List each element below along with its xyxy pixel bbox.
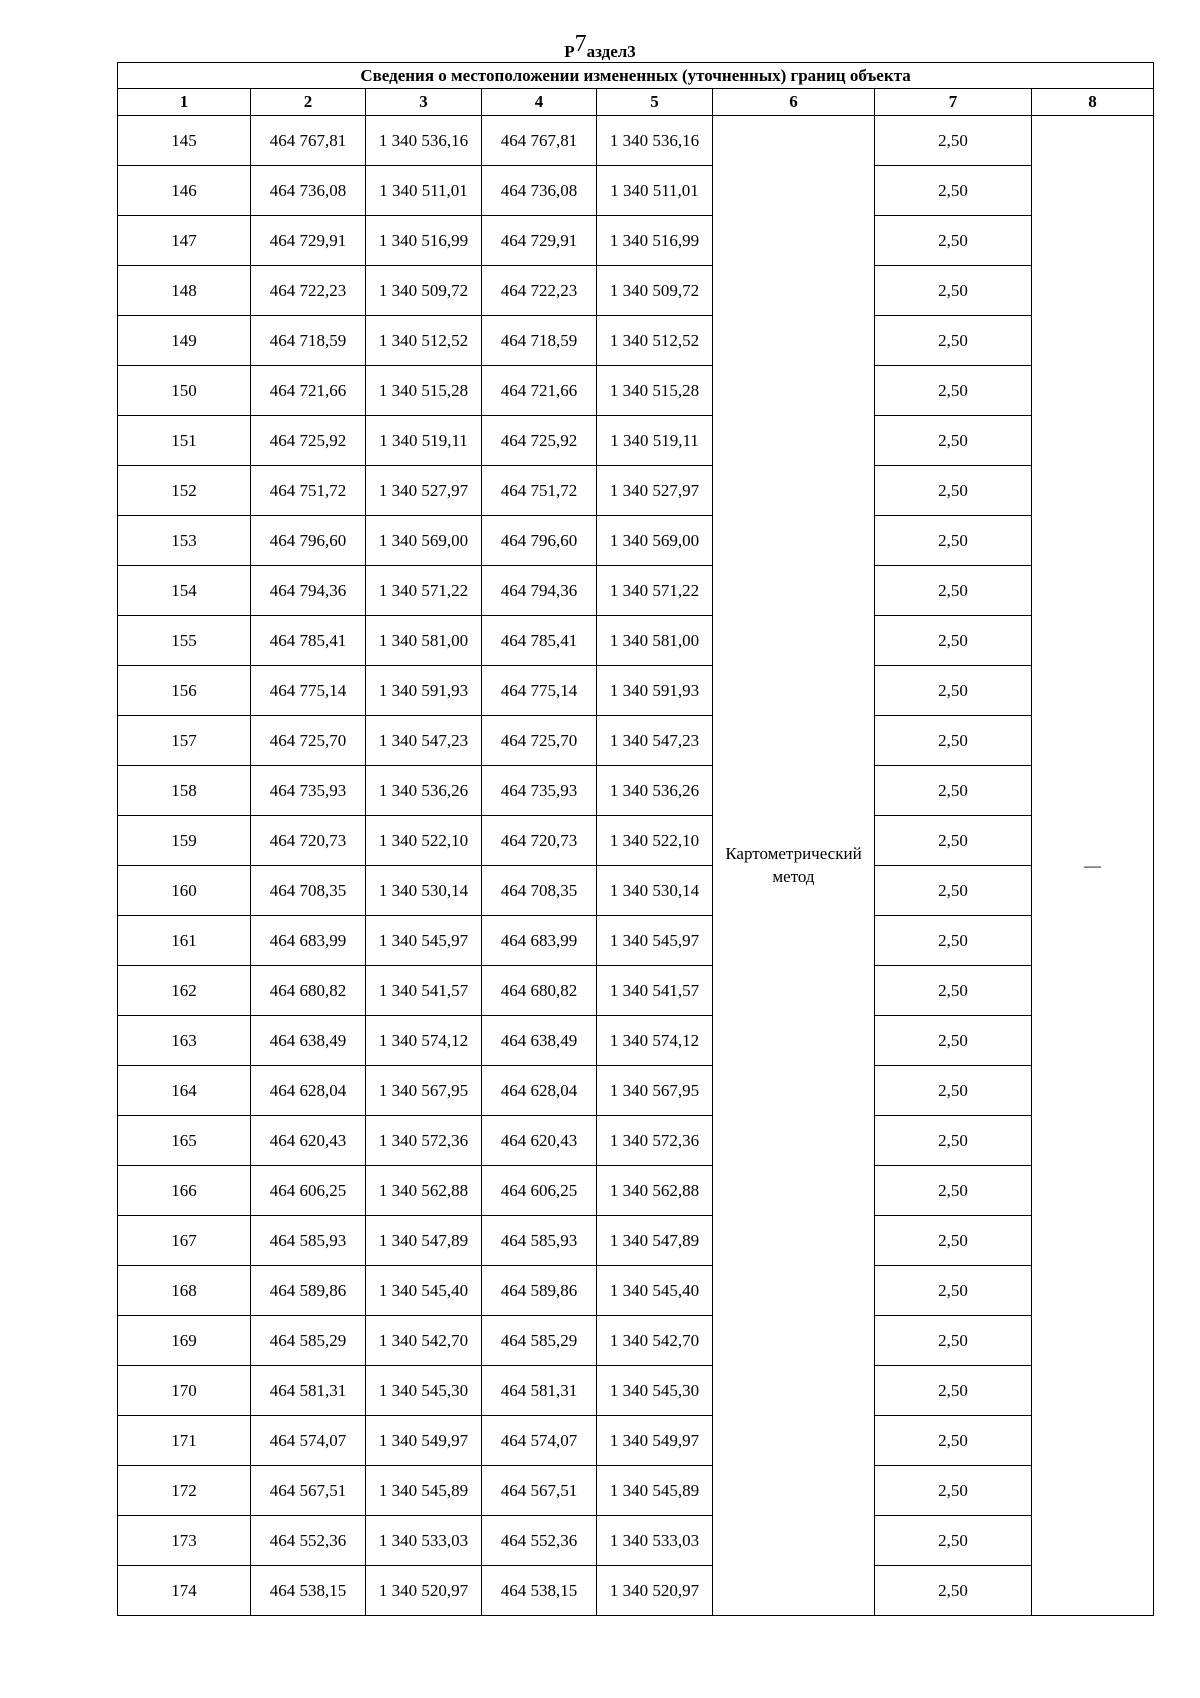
x-new-cell: 464 680,82	[482, 966, 597, 1016]
y-new-cell: 1 340 581,00	[597, 616, 713, 666]
table-row	[118, 1016, 1154, 1066]
y-new-cell: 1 340 547,89	[597, 1216, 713, 1266]
accuracy-cell: 2,50	[875, 1066, 1032, 1116]
column-number-1: 1	[118, 89, 251, 116]
column-number-2: 2	[251, 89, 366, 116]
x-new-cell: 464 567,51	[482, 1466, 597, 1516]
point-number-cell: 166	[118, 1166, 251, 1216]
x-old-cell: 464 735,93	[251, 766, 366, 816]
accuracy-cell: 2,50	[875, 766, 1032, 816]
y-new-cell: 1 340 533,03	[597, 1516, 713, 1566]
x-old-cell: 464 729,91	[251, 216, 366, 266]
y-new-cell: 1 340 509,72	[597, 266, 713, 316]
table-row	[118, 816, 1154, 866]
table-row	[118, 716, 1154, 766]
column-number-8: 8	[1032, 89, 1154, 116]
x-old-cell: 464 638,49	[251, 1016, 366, 1066]
x-old-cell: 464 718,59	[251, 316, 366, 366]
y-new-cell: 1 340 545,40	[597, 1266, 713, 1316]
x-old-cell: 464 574,07	[251, 1416, 366, 1466]
point-number-cell: 160	[118, 866, 251, 916]
point-number-cell: 154	[118, 566, 251, 616]
x-new-cell: 464 720,73	[482, 816, 597, 866]
y-new-cell: 1 340 515,28	[597, 366, 713, 416]
point-number-cell: 174	[118, 1566, 251, 1616]
x-new-cell: 464 722,23	[482, 266, 597, 316]
y-new-cell: 1 340 571,22	[597, 566, 713, 616]
table-row	[118, 566, 1154, 616]
note-cell: —	[1032, 116, 1154, 1616]
x-old-cell: 464 767,81	[251, 116, 366, 166]
x-new-cell: 464 708,35	[482, 866, 597, 916]
column-number-row	[118, 89, 1154, 116]
point-number-cell: 151	[118, 416, 251, 466]
x-new-cell: 464 736,08	[482, 166, 597, 216]
y-old-cell: 1 340 545,89	[366, 1466, 482, 1516]
y-old-cell: 1 340 509,72	[366, 266, 482, 316]
section-header	[0, 32, 1200, 60]
y-new-cell: 1 340 545,89	[597, 1466, 713, 1516]
table-row	[118, 616, 1154, 666]
y-new-cell: 1 340 536,16	[597, 116, 713, 166]
y-old-cell: 1 340 516,99	[366, 216, 482, 266]
table-row	[118, 116, 1154, 166]
y-old-cell: 1 340 542,70	[366, 1316, 482, 1366]
y-old-cell: 1 340 569,00	[366, 516, 482, 566]
x-old-cell: 464 589,86	[251, 1266, 366, 1316]
column-number-6: 6	[713, 89, 875, 116]
y-old-cell: 1 340 530,14	[366, 866, 482, 916]
accuracy-cell: 2,50	[875, 1566, 1032, 1616]
accuracy-cell: 2,50	[875, 316, 1032, 366]
point-number-cell: 157	[118, 716, 251, 766]
table-row	[118, 1366, 1154, 1416]
y-new-cell: 1 340 545,30	[597, 1366, 713, 1416]
accuracy-cell: 2,50	[875, 1316, 1032, 1366]
x-old-cell: 464 721,66	[251, 366, 366, 416]
point-number-cell: 159	[118, 816, 251, 866]
accuracy-cell: 2,50	[875, 1466, 1032, 1516]
x-old-cell: 464 775,14	[251, 666, 366, 716]
accuracy-cell: 2,50	[875, 866, 1032, 916]
y-old-cell: 1 340 591,93	[366, 666, 482, 716]
y-old-cell: 1 340 581,00	[366, 616, 482, 666]
accuracy-cell: 2,50	[875, 816, 1032, 866]
y-old-cell: 1 340 536,16	[366, 116, 482, 166]
y-new-cell: 1 340 511,01	[597, 166, 713, 216]
point-number-cell: 167	[118, 1216, 251, 1266]
column-number-4: 4	[482, 89, 597, 116]
table-row	[118, 916, 1154, 966]
y-new-cell: 1 340 569,00	[597, 516, 713, 566]
accuracy-cell: 2,50	[875, 1266, 1032, 1316]
x-new-cell: 464 721,66	[482, 366, 597, 416]
y-old-cell: 1 340 520,97	[366, 1566, 482, 1616]
y-new-cell: 1 340 520,97	[597, 1566, 713, 1616]
x-old-cell: 464 785,41	[251, 616, 366, 666]
accuracy-cell: 2,50	[875, 1516, 1032, 1566]
y-old-cell: 1 340 547,23	[366, 716, 482, 766]
x-old-cell: 464 794,36	[251, 566, 366, 616]
y-new-cell: 1 340 572,36	[597, 1116, 713, 1166]
x-old-cell: 464 628,04	[251, 1066, 366, 1116]
point-number-cell: 162	[118, 966, 251, 1016]
point-number-cell: 161	[118, 916, 251, 966]
y-old-cell: 1 340 545,40	[366, 1266, 482, 1316]
x-new-cell: 464 683,99	[482, 916, 597, 966]
table-row	[118, 1066, 1154, 1116]
point-number-cell: 148	[118, 266, 251, 316]
point-number-cell: 150	[118, 366, 251, 416]
section-header-prefix: Р	[564, 42, 575, 61]
x-old-cell: 464 620,43	[251, 1116, 366, 1166]
x-old-cell: 464 725,70	[251, 716, 366, 766]
y-old-cell: 1 340 541,57	[366, 966, 482, 1016]
x-old-cell: 464 720,73	[251, 816, 366, 866]
y-new-cell: 1 340 536,26	[597, 766, 713, 816]
table-row	[118, 1266, 1154, 1316]
column-number-5: 5	[597, 89, 713, 116]
accuracy-cell: 2,50	[875, 1016, 1032, 1066]
table-row	[118, 1316, 1154, 1366]
x-old-cell: 464 581,31	[251, 1366, 366, 1416]
accuracy-cell: 2,50	[875, 666, 1032, 716]
section-header-superscript: 7	[574, 31, 587, 57]
x-new-cell: 464 725,92	[482, 416, 597, 466]
accuracy-cell: 2,50	[875, 716, 1032, 766]
x-new-cell: 464 581,31	[482, 1366, 597, 1416]
x-old-cell: 464 708,35	[251, 866, 366, 916]
point-number-cell: 146	[118, 166, 251, 216]
x-new-cell: 464 606,25	[482, 1166, 597, 1216]
section-header-suffix: аздел3	[586, 42, 636, 61]
x-new-cell: 464 796,60	[482, 516, 597, 566]
y-old-cell: 1 340 572,36	[366, 1116, 482, 1166]
point-number-cell: 172	[118, 1466, 251, 1516]
y-old-cell: 1 340 545,30	[366, 1366, 482, 1416]
x-new-cell: 464 589,86	[482, 1266, 597, 1316]
x-old-cell: 464 552,36	[251, 1516, 366, 1566]
y-old-cell: 1 340 571,22	[366, 566, 482, 616]
boundary-coordinates-table	[117, 62, 1154, 1616]
y-old-cell: 1 340 536,26	[366, 766, 482, 816]
x-old-cell: 464 725,92	[251, 416, 366, 466]
accuracy-cell: 2,50	[875, 416, 1032, 466]
y-new-cell: 1 340 516,99	[597, 216, 713, 266]
x-old-cell: 464 796,60	[251, 516, 366, 566]
x-new-cell: 464 767,81	[482, 116, 597, 166]
point-number-cell: 170	[118, 1366, 251, 1416]
table-body	[118, 116, 1154, 1616]
accuracy-cell: 2,50	[875, 616, 1032, 666]
x-new-cell: 464 794,36	[482, 566, 597, 616]
table-row	[118, 1116, 1154, 1166]
accuracy-cell: 2,50	[875, 1366, 1032, 1416]
y-old-cell: 1 340 549,97	[366, 1416, 482, 1466]
x-old-cell: 464 722,23	[251, 266, 366, 316]
x-new-cell: 464 729,91	[482, 216, 597, 266]
table-row	[118, 516, 1154, 566]
point-number-cell: 156	[118, 666, 251, 716]
point-number-cell: 164	[118, 1066, 251, 1116]
x-old-cell: 464 683,99	[251, 916, 366, 966]
y-new-cell: 1 340 522,10	[597, 816, 713, 866]
point-number-cell: 145	[118, 116, 251, 166]
y-new-cell: 1 340 574,12	[597, 1016, 713, 1066]
table-row	[118, 1166, 1154, 1216]
point-number-cell: 165	[118, 1116, 251, 1166]
y-new-cell: 1 340 545,97	[597, 916, 713, 966]
table-row	[118, 366, 1154, 416]
table-row	[118, 1216, 1154, 1266]
point-number-cell: 153	[118, 516, 251, 566]
point-number-cell: 155	[118, 616, 251, 666]
accuracy-cell: 2,50	[875, 916, 1032, 966]
x-old-cell: 464 751,72	[251, 466, 366, 516]
x-new-cell: 464 638,49	[482, 1016, 597, 1066]
table-row	[118, 166, 1154, 216]
table-title: Сведения о местоположении измененных (уточненных) границ объекта	[118, 63, 1154, 89]
table-row	[118, 216, 1154, 266]
y-old-cell: 1 340 567,95	[366, 1066, 482, 1116]
y-new-cell: 1 340 530,14	[597, 866, 713, 916]
point-number-cell: 149	[118, 316, 251, 366]
y-old-cell: 1 340 519,11	[366, 416, 482, 466]
point-number-cell: 158	[118, 766, 251, 816]
y-new-cell: 1 340 562,88	[597, 1166, 713, 1216]
x-old-cell: 464 567,51	[251, 1466, 366, 1516]
x-new-cell: 464 585,93	[482, 1216, 597, 1266]
table-row	[118, 966, 1154, 1016]
accuracy-cell: 2,50	[875, 966, 1032, 1016]
table-row	[118, 1516, 1154, 1566]
y-old-cell: 1 340 545,97	[366, 916, 482, 966]
point-number-cell: 168	[118, 1266, 251, 1316]
table-row	[118, 766, 1154, 816]
y-new-cell: 1 340 591,93	[597, 666, 713, 716]
table-row	[118, 1466, 1154, 1516]
x-new-cell: 464 725,70	[482, 716, 597, 766]
accuracy-cell: 2,50	[875, 266, 1032, 316]
table-row	[118, 866, 1154, 916]
x-new-cell: 464 718,59	[482, 316, 597, 366]
x-new-cell: 464 785,41	[482, 616, 597, 666]
x-old-cell: 464 606,25	[251, 1166, 366, 1216]
accuracy-cell: 2,50	[875, 166, 1032, 216]
accuracy-cell: 2,50	[875, 366, 1032, 416]
accuracy-cell: 2,50	[875, 116, 1032, 166]
y-old-cell: 1 340 515,28	[366, 366, 482, 416]
x-new-cell: 464 552,36	[482, 1516, 597, 1566]
x-new-cell: 464 751,72	[482, 466, 597, 516]
y-old-cell: 1 340 547,89	[366, 1216, 482, 1266]
x-old-cell: 464 585,29	[251, 1316, 366, 1366]
y-new-cell: 1 340 547,23	[597, 716, 713, 766]
column-number-7: 7	[875, 89, 1032, 116]
table-row	[118, 1566, 1154, 1616]
accuracy-cell: 2,50	[875, 516, 1032, 566]
x-old-cell: 464 585,93	[251, 1216, 366, 1266]
point-number-cell: 171	[118, 1416, 251, 1466]
accuracy-cell: 2,50	[875, 1166, 1032, 1216]
y-new-cell: 1 340 519,11	[597, 416, 713, 466]
y-old-cell: 1 340 562,88	[366, 1166, 482, 1216]
y-new-cell: 1 340 527,97	[597, 466, 713, 516]
point-number-cell: 173	[118, 1516, 251, 1566]
x-new-cell: 464 775,14	[482, 666, 597, 716]
y-old-cell: 1 340 512,52	[366, 316, 482, 366]
y-old-cell: 1 340 522,10	[366, 816, 482, 866]
y-old-cell: 1 340 533,03	[366, 1516, 482, 1566]
x-new-cell: 464 585,29	[482, 1316, 597, 1366]
accuracy-cell: 2,50	[875, 566, 1032, 616]
x-new-cell: 464 735,93	[482, 766, 597, 816]
y-new-cell: 1 340 512,52	[597, 316, 713, 366]
table-row	[118, 1416, 1154, 1466]
table-row	[118, 266, 1154, 316]
column-number-3: 3	[366, 89, 482, 116]
y-new-cell: 1 340 542,70	[597, 1316, 713, 1366]
y-old-cell: 1 340 511,01	[366, 166, 482, 216]
table-row	[118, 666, 1154, 716]
point-number-cell: 169	[118, 1316, 251, 1366]
accuracy-cell: 2,50	[875, 216, 1032, 266]
x-new-cell: 464 628,04	[482, 1066, 597, 1116]
table-row	[118, 416, 1154, 466]
y-new-cell: 1 340 567,95	[597, 1066, 713, 1116]
y-old-cell: 1 340 574,12	[366, 1016, 482, 1066]
x-new-cell: 464 574,07	[482, 1416, 597, 1466]
table-row	[118, 466, 1154, 516]
point-number-cell: 163	[118, 1016, 251, 1066]
x-old-cell: 464 736,08	[251, 166, 366, 216]
y-new-cell: 1 340 549,97	[597, 1416, 713, 1466]
method-cell: Картометрический метод	[713, 116, 875, 1616]
x-old-cell: 464 538,15	[251, 1566, 366, 1616]
accuracy-cell: 2,50	[875, 1416, 1032, 1466]
table-row	[118, 316, 1154, 366]
point-number-cell: 152	[118, 466, 251, 516]
accuracy-cell: 2,50	[875, 466, 1032, 516]
accuracy-cell: 2,50	[875, 1216, 1032, 1266]
x-new-cell: 464 620,43	[482, 1116, 597, 1166]
x-old-cell: 464 680,82	[251, 966, 366, 1016]
point-number-cell: 147	[118, 216, 251, 266]
y-new-cell: 1 340 541,57	[597, 966, 713, 1016]
x-new-cell: 464 538,15	[482, 1566, 597, 1616]
accuracy-cell: 2,50	[875, 1116, 1032, 1166]
y-old-cell: 1 340 527,97	[366, 466, 482, 516]
